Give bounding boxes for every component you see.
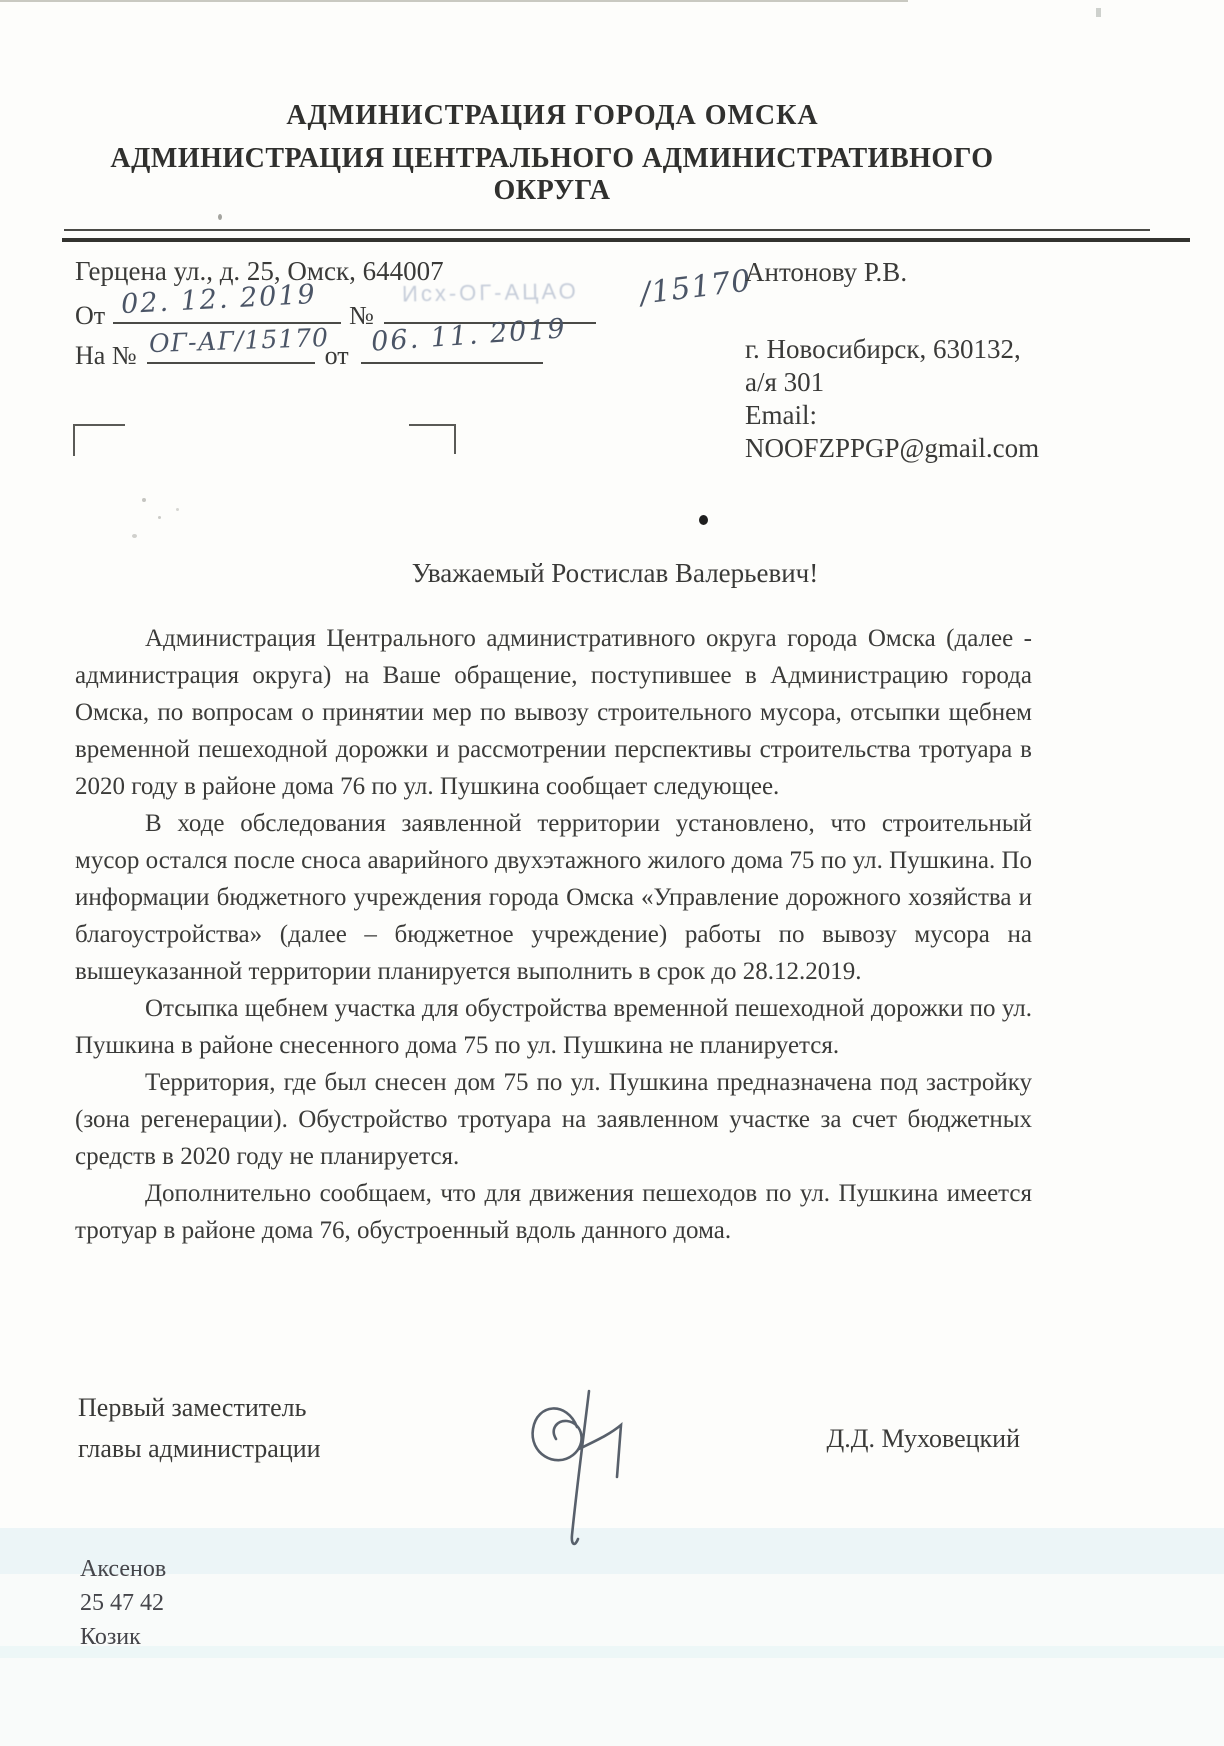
scan-speck <box>176 508 179 511</box>
reply-date-handwritten: 06. 11. 2019 <box>369 313 568 358</box>
reply-number-handwritten: ОГ-АГ/15170 <box>148 322 330 359</box>
from-date-field <box>113 278 341 324</box>
letterhead-org-line1: АДМИНИСТРАЦИЯ ГОРОДА ОМСКА <box>286 100 819 131</box>
body-paragraph-3: Отсыпка щебнем участка для обустройства временной пешеходной дорожки по ул. Пушкина в районе снесенного дома 75 по ул. Пушкина не планируется. <box>75 995 1032 1059</box>
executor-extra: Козик <box>80 1624 141 1650</box>
registration-stamp-faint: Исх-ОГ-АЦАО <box>401 278 579 307</box>
scan-speck <box>142 498 146 502</box>
recipient-block <box>745 256 1039 465</box>
handwritten-signature <box>515 1385 675 1565</box>
signer-position-line1: Первый заместитель <box>78 1393 307 1422</box>
scan-speck <box>218 214 222 220</box>
reply-label: На № <box>75 341 137 370</box>
salutation: Уважаемый Ростислав Валерьевич! <box>411 558 819 588</box>
scan-edge-line <box>0 0 908 2</box>
signer-name: Д.Д. Муховецкий <box>826 1424 1020 1453</box>
recipient-po-box: а/я 301 <box>745 367 825 397</box>
executor-name: Аксенов <box>80 1556 167 1582</box>
reply-date-field <box>361 313 568 364</box>
incoming-reference-row <box>75 313 568 371</box>
executor-phone: 25 47 42 <box>80 1590 164 1616</box>
reply-number-field <box>147 322 330 364</box>
letter-body <box>75 620 1032 1249</box>
scan-mark <box>1096 8 1101 17</box>
sender-address: Герцена ул., д. 25, Омск, 644007 <box>75 256 444 286</box>
recipient-email: NOOFZPPGP@gmail.com <box>745 433 1040 463</box>
body-paragraph-2: В ходе обследования заявленной территории установлено, что строительный мусор остался после сноса аварийного двухэтажного жилого дома 75 по ул. Пушкина. По информации бюджетного учреждения города Омска «Управление дорожного хозяйства и благоустройства» (далее – бюджетное учреждение) работы по вывозу мусора на вышеуказанной территории планируется выполнить в срок до 28.12.2019. <box>75 810 1032 985</box>
number-label: № <box>349 301 374 330</box>
executor-block <box>80 1552 166 1654</box>
body-paragraph-1: Администрация Центрального административного округа города Омска (далее - администрация округа) на Ваше обращение, поступившее в Администрацию города Омска, по вопросам о принятии мер по вывозу строительного мусора, отсыпки щебнем временной пешеходной дорожки и рассмотрении перспективы строительства тротуара в 2020 году в районе дома 76 по ул. Пушкина сообщает следующее. <box>75 625 1032 800</box>
from-label: От <box>75 301 106 330</box>
recipient-name: Антонову Р.В. <box>745 257 908 287</box>
letterhead-rule-thin <box>64 229 1150 231</box>
body-paragraph-5: Дополнительно сообщаем, что для движения пешеходов по ул. Пушкина имеется тротуар в районе дома 76, обустроенный вдоль данного дома. <box>75 1180 1032 1244</box>
address-window-corner-right <box>409 424 456 454</box>
recipient-email-label: Email: <box>745 400 817 430</box>
from-date-handwritten: 02. 12. 2019 <box>120 278 318 321</box>
letterhead-org-line2: АДМИНИСТРАЦИЯ ЦЕНТРАЛЬНОГО АДМИНИСТРАТИВНОГО ОКРУГА <box>110 143 994 206</box>
letterhead-rule-thick <box>62 238 1190 242</box>
recipient-city: г. Новосибирск, 630132, <box>745 334 1021 364</box>
scan-tint <box>0 1574 1224 1746</box>
body-paragraph-4: Территория, где был снесен дом 75 по ул. Пушкина предназначена под застройку (зона регенерации). Обустройство тротуара на заявленном участке за счет бюджетных средств в 2020 году не планируется. <box>75 1069 1032 1170</box>
ink-dot <box>699 515 708 525</box>
scan-tint-band <box>0 1646 1224 1658</box>
signer-position-line2: главы администрации <box>78 1434 321 1463</box>
outgoing-number-handwritten: /15170 <box>638 263 754 312</box>
address-window-corner-left <box>73 424 125 456</box>
scan-speck <box>132 534 137 538</box>
scan-speck <box>158 516 161 519</box>
reply-date-label: от <box>324 341 349 370</box>
